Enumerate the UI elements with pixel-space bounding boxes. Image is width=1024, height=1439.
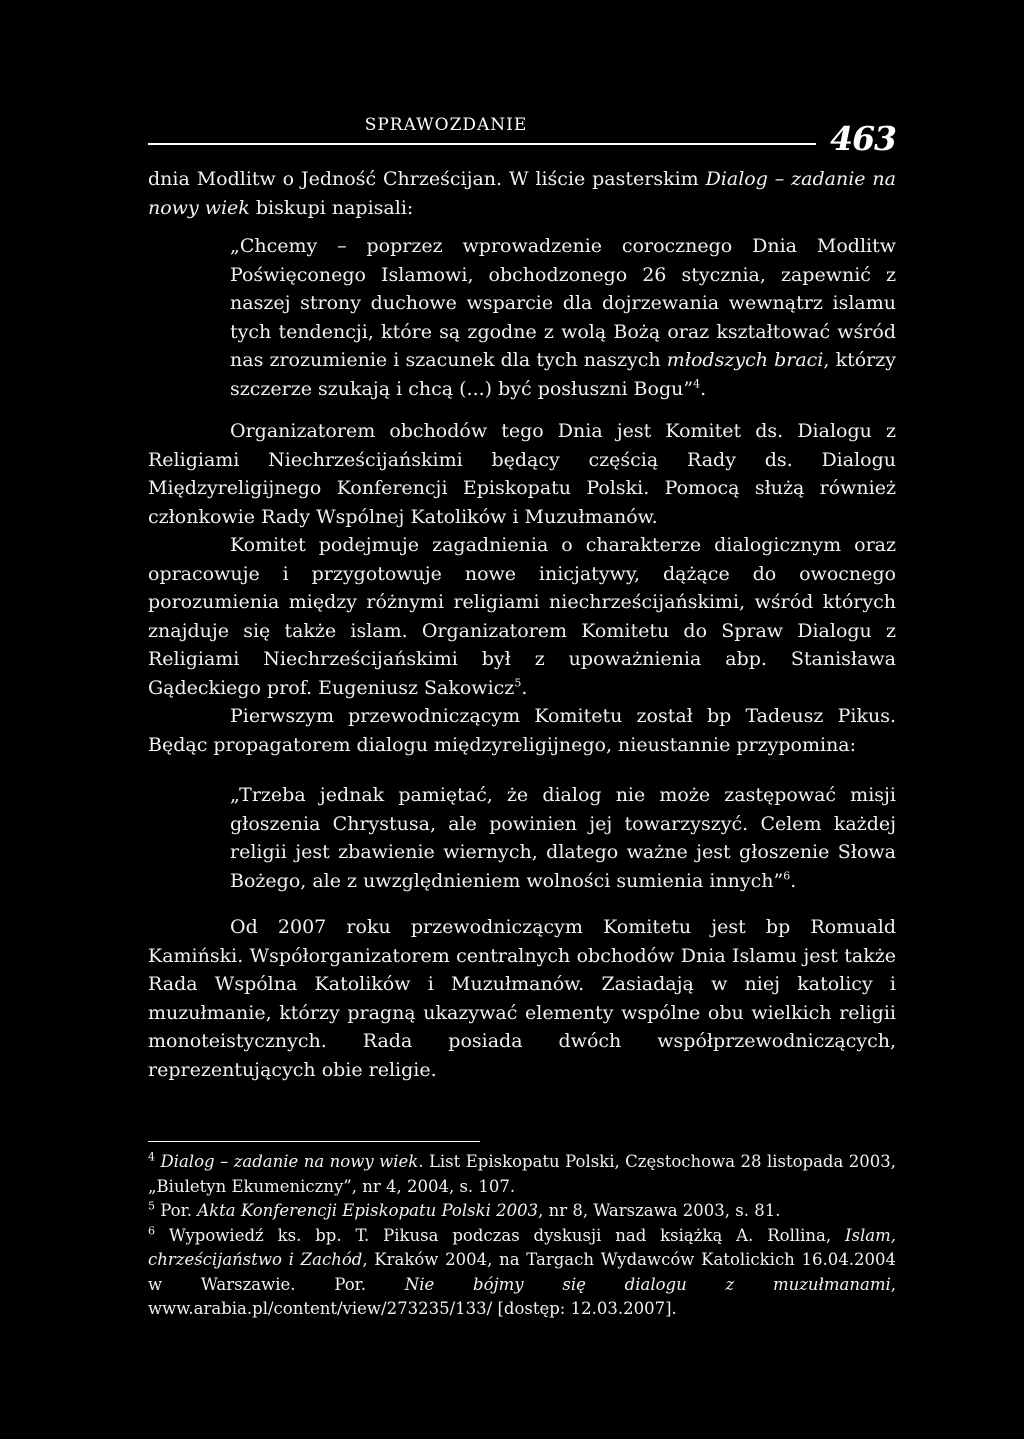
- footnote-4: [148, 1150, 896, 1199]
- paragraph-5: Od 2007 roku przewodniczącym Komitetu jest bp Romuald Kamiński. Współorganizatorem centralnych obchodów Dnia Islamu jest także Rada Wspólna Katolików i Muzułmanów. Zasiadają w niej katolicy i muzułmanie, którzy pragną ukazywać elementy wspólne obu wielkich religii monoteistycznych. Rada posiada dwóch współprzewodniczących, reprezentujących obie religie.: [148, 916, 896, 1081]
- text-span: Komitet podejmuje zagadnienia o charakterze dialogicznym oraz opracowuje i przygotowuje nowe inicjatywy, dążące do owocnego porozumienia między różnymi religiami niechrześcijańskimi, wśród których znajduje się także islam. Organizatorem Komitetu do Spraw Dialogu z Religiami Niechrześcijańskimi był z upoważnienia abp. Stanisława Gądeckiego prof. Eugeniusz Sakowicz: [148, 534, 896, 699]
- header-rule: [148, 143, 816, 145]
- text-span: .: [700, 377, 707, 400]
- text-span: dnia Modlitw o Jedność Chrześcijan. W liście pasterskim: [148, 168, 706, 190]
- italic-title: Akta Konferencji Episkopatu Polski 2003: [197, 1201, 539, 1220]
- italic-phrase: młodszych braci: [666, 349, 824, 371]
- italic-title: Dialog – zadanie na nowy wiek: [160, 1152, 419, 1171]
- text-span: „Trzeba jednak pamiętać, że dialog nie może zastępować misji głoszenia Chrystusa, ale powinien jej towarzyszyć. Celem każdej religii jest zbawienie wiernych, dlatego ważne jest głoszenie Słowa Bożego, ale z uwzględnieniem wolności sumienia innych”: [230, 784, 896, 892]
- footnote-rule: [148, 1141, 480, 1142]
- text-span: , którzy szczerze szukają i chcą (...) być posłuszni Bogu”: [230, 349, 896, 400]
- paragraph-4: Pierwszym przewodniczącym Komitetu został bp Tadeusz Pikus. Będąc propagatorem dialogu międzyreligijnego, nieustannie przypomina:: [148, 705, 896, 756]
- footnote-number: 4: [148, 1150, 155, 1164]
- footnote-number: 5: [148, 1199, 155, 1213]
- italic-title: Islam, chrześcijaństwo i Zachód: [148, 1225, 896, 1269]
- italic-title: Nie bójmy się dialogu z muzułmanami: [404, 1274, 891, 1294]
- page-header: [148, 115, 896, 158]
- italic-title: Dialog – zadanie na nowy wiek: [148, 168, 896, 219]
- text-span: Wypowiedź ks. bp. T. Pikusa podczas dyskusji nad książką A. Rollina,: [168, 1225, 845, 1245]
- text-span: , Kraków 2004, na Targach Wydawców Katolickich 16.04.2004 w Warszawie. Por.: [148, 1250, 897, 1294]
- footnotes: [148, 1150, 896, 1322]
- text-span: .: [790, 869, 797, 892]
- body-text: [148, 165, 896, 1084]
- text-span: , nr 8, Warszawa 2003, s. 81.: [538, 1201, 781, 1220]
- running-head: SPRAWOZDANIE: [364, 115, 528, 135]
- footnote-ref-5: 5: [514, 676, 522, 690]
- footnote-ref-4: 4: [693, 377, 701, 391]
- footnote-number: 6: [148, 1224, 155, 1237]
- block-quote-1: [230, 232, 896, 403]
- text-span: „Chcemy – poprzez wprowadzenie corocznego Dnia Modlitw Poświęconego Islamowi, obchodzonego 26 stycznia, zapewnić z naszej strony duchowe wsparcie dla dojrzewania wewnątrz islamu tych tendencji, które są zgodne z wolą Bożą oraz kształtować wśród nas zrozumienie i szacunek dla tych naszych: [230, 235, 896, 371]
- paragraph-1: [148, 165, 896, 222]
- paragraph-2: Organizatorem obchodów tego Dnia jest Komitet ds. Dialogu z Religiami Niechrześcijańskimi będący częścią Rady ds. Dialogu Międzyreligijnego Konferencji Episkopatu Polski. Pomocą służą również członkowie Rady Wspólnej Katolików i Muzułmanów.: [148, 420, 896, 528]
- paragraph-3: [148, 531, 896, 702]
- text-span: Por.: [160, 1201, 198, 1220]
- text-span: . List Episkopatu Polski, Częstochowa 28 listopada 2003, „Biuletyn Ekumeniczny”, nr 4, 2004, s. 107.: [148, 1152, 897, 1196]
- footnote-5: [148, 1199, 896, 1224]
- block-quote-2: [230, 781, 896, 895]
- page-number: 463: [830, 119, 896, 158]
- footnote-ref-6: 6: [783, 869, 791, 883]
- footnote-6: [148, 1224, 896, 1322]
- text-span: , www.arabia.pl/content/view/273235/133/ [dostęp: 12.03.2007].: [148, 1274, 897, 1318]
- text-span: biskupi napisali:: [249, 196, 414, 219]
- text-span: .: [521, 676, 528, 699]
